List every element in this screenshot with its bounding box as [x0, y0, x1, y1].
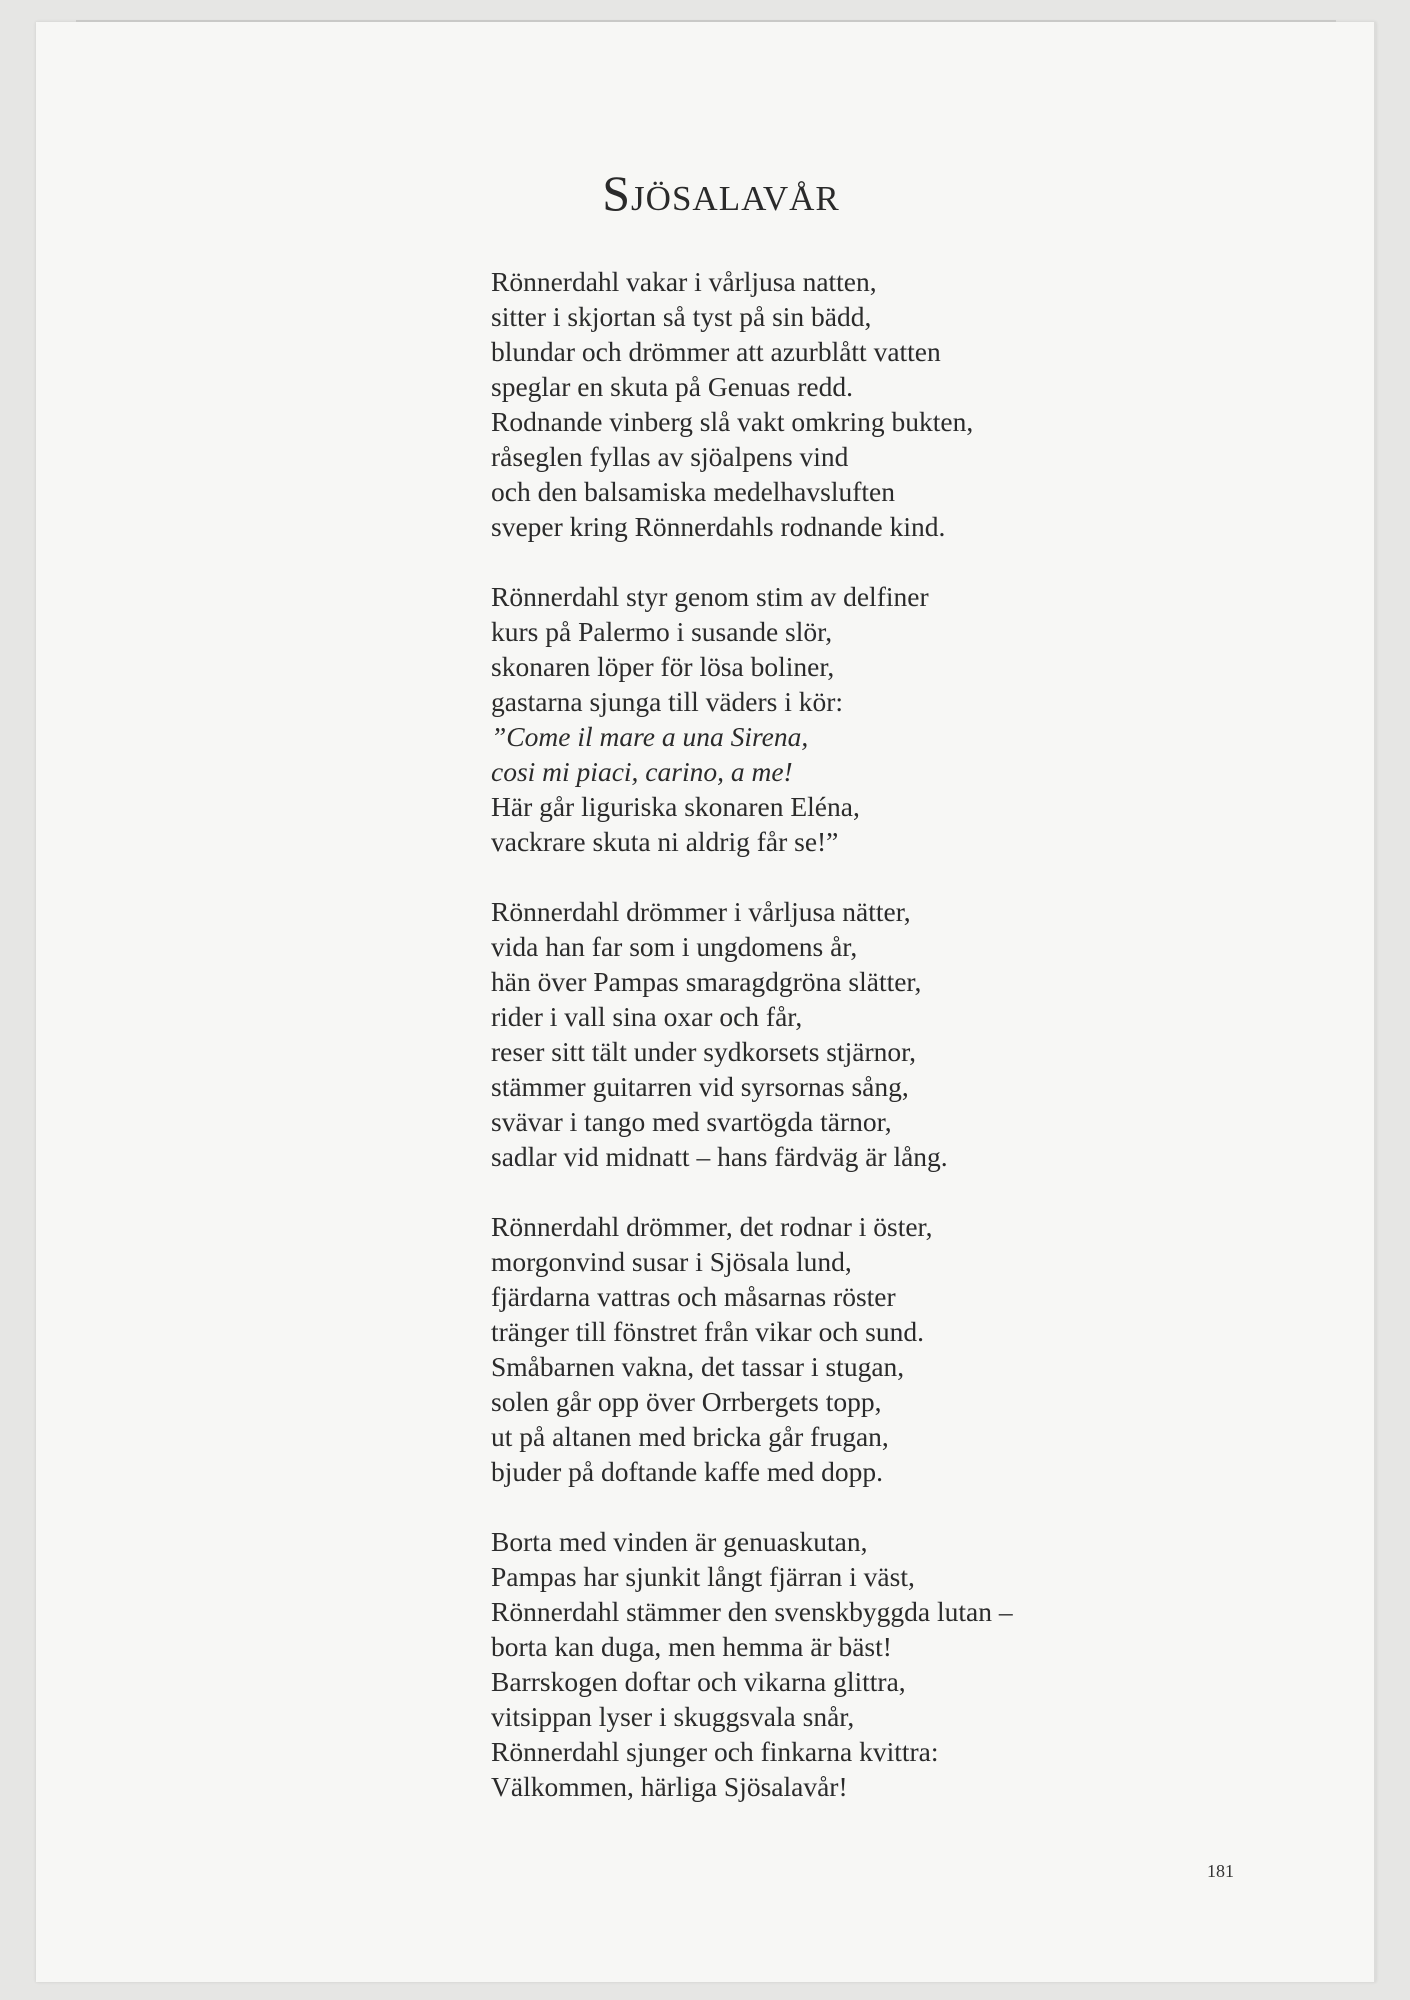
poem-line: borta kan duga, men hemma är bäst! — [491, 1631, 892, 1662]
poem-line: bjuder på doftande kaffe med dopp. — [491, 1456, 883, 1487]
poem-line: Småbarnen vakna, det tassar i stugan, — [491, 1351, 905, 1382]
poem-body — [491, 264, 1191, 1839]
poem-line: Rodnande vinberg slå vakt omkring bukten, — [491, 406, 974, 437]
page-number: 181 — [1207, 1861, 1234, 1881]
poem-line: hän över Pampas smaragdgröna slätter, — [491, 966, 922, 997]
poem-line: vitsippan lyser i skuggsvala snår, — [491, 1701, 855, 1732]
poem-line: vackrare skuta ni aldrig får se!” — [491, 826, 839, 857]
page-edge — [1374, 22, 1376, 1982]
poem-line: ut på altanen med bricka går frugan, — [491, 1421, 889, 1452]
poem-line: vida han far som i ungdomens år, — [491, 931, 858, 962]
poem-line: Rönnerdahl vakar i vårljusa natten, — [491, 266, 877, 297]
poem-line: Rönnerdahl drömmer i vårljusa nätter, — [491, 896, 911, 927]
poem-line: skonaren löper för lösa boliner, — [491, 651, 835, 682]
poem-line: Pampas har sjunkit långt fjärran i väst, — [491, 1561, 915, 1592]
poem-line: morgonvind susar i Sjösala lund, — [491, 1246, 852, 1277]
poem-title: Sjösalavår — [602, 165, 840, 221]
poem-stanza — [491, 1524, 1191, 1804]
poem-line: Barrskogen doftar och vikarna glittra, — [491, 1666, 906, 1697]
poem-line: tränger till fönstret från vikar och sund. — [491, 1316, 924, 1347]
poem-line: cosi mi piaci, carino, a me! — [491, 756, 793, 787]
poem-line: rider i vall sina oxar och får, — [491, 1001, 803, 1032]
poem-line: sitter i skjortan så tyst på sin bädd, — [491, 301, 872, 332]
poem-line: Rönnerdahl sjunger och finkarna kvittra: — [491, 1736, 939, 1767]
poem-line: solen går opp över Orrbergets topp, — [491, 1386, 882, 1417]
poem-line: Här går liguriska skonaren Eléna, — [491, 791, 860, 822]
poem-line: sveper kring Rönnerdahls rodnande kind. — [491, 511, 946, 542]
poem-line: Borta med vinden är genuaskutan, — [491, 1526, 868, 1557]
poem-line: stämmer guitarren vid syrsornas sång, — [491, 1071, 909, 1102]
poem-line: Rönnerdahl stämmer den svenskbyggda lutan – — [491, 1596, 1013, 1627]
poem-line: sadlar vid midnatt – hans färdväg är lång. — [491, 1141, 948, 1172]
poem-line: speglar en skuta på Genuas redd. — [491, 371, 853, 402]
poem-stanza — [491, 894, 1191, 1174]
poem-line: råseglen fyllas av sjöalpens vind — [491, 441, 849, 472]
poem-line: reser sitt tält under sydkorsets stjärnor, — [491, 1036, 917, 1067]
poem-line: Rönnerdahl drömmer, det rodnar i öster, — [491, 1211, 933, 1242]
poem-line: blundar och drömmer att azurblått vatten — [491, 336, 941, 367]
poem-stanza — [491, 579, 1191, 859]
book-page — [36, 22, 1376, 1982]
poem-line: gastarna sjunga till väders i kör: — [491, 686, 844, 717]
poem-line: svävar i tango med svartögda tärnor, — [491, 1106, 892, 1137]
poem-line: Rönnerdahl styr genom stim av delfiner — [491, 581, 929, 612]
poem-stanza — [491, 1209, 1191, 1489]
poem-line: Välkommen, härliga Sjösalavår! — [491, 1771, 848, 1802]
poem-line: ”Come il mare a una Sirena, — [491, 721, 809, 752]
poem-line: och den balsamiska medelhavsluften — [491, 476, 895, 507]
poem-line: fjärdarna vattras och måsarnas röster — [491, 1281, 896, 1312]
poem-line: kurs på Palermo i susande slör, — [491, 616, 833, 647]
poem-stanza — [491, 264, 1191, 544]
